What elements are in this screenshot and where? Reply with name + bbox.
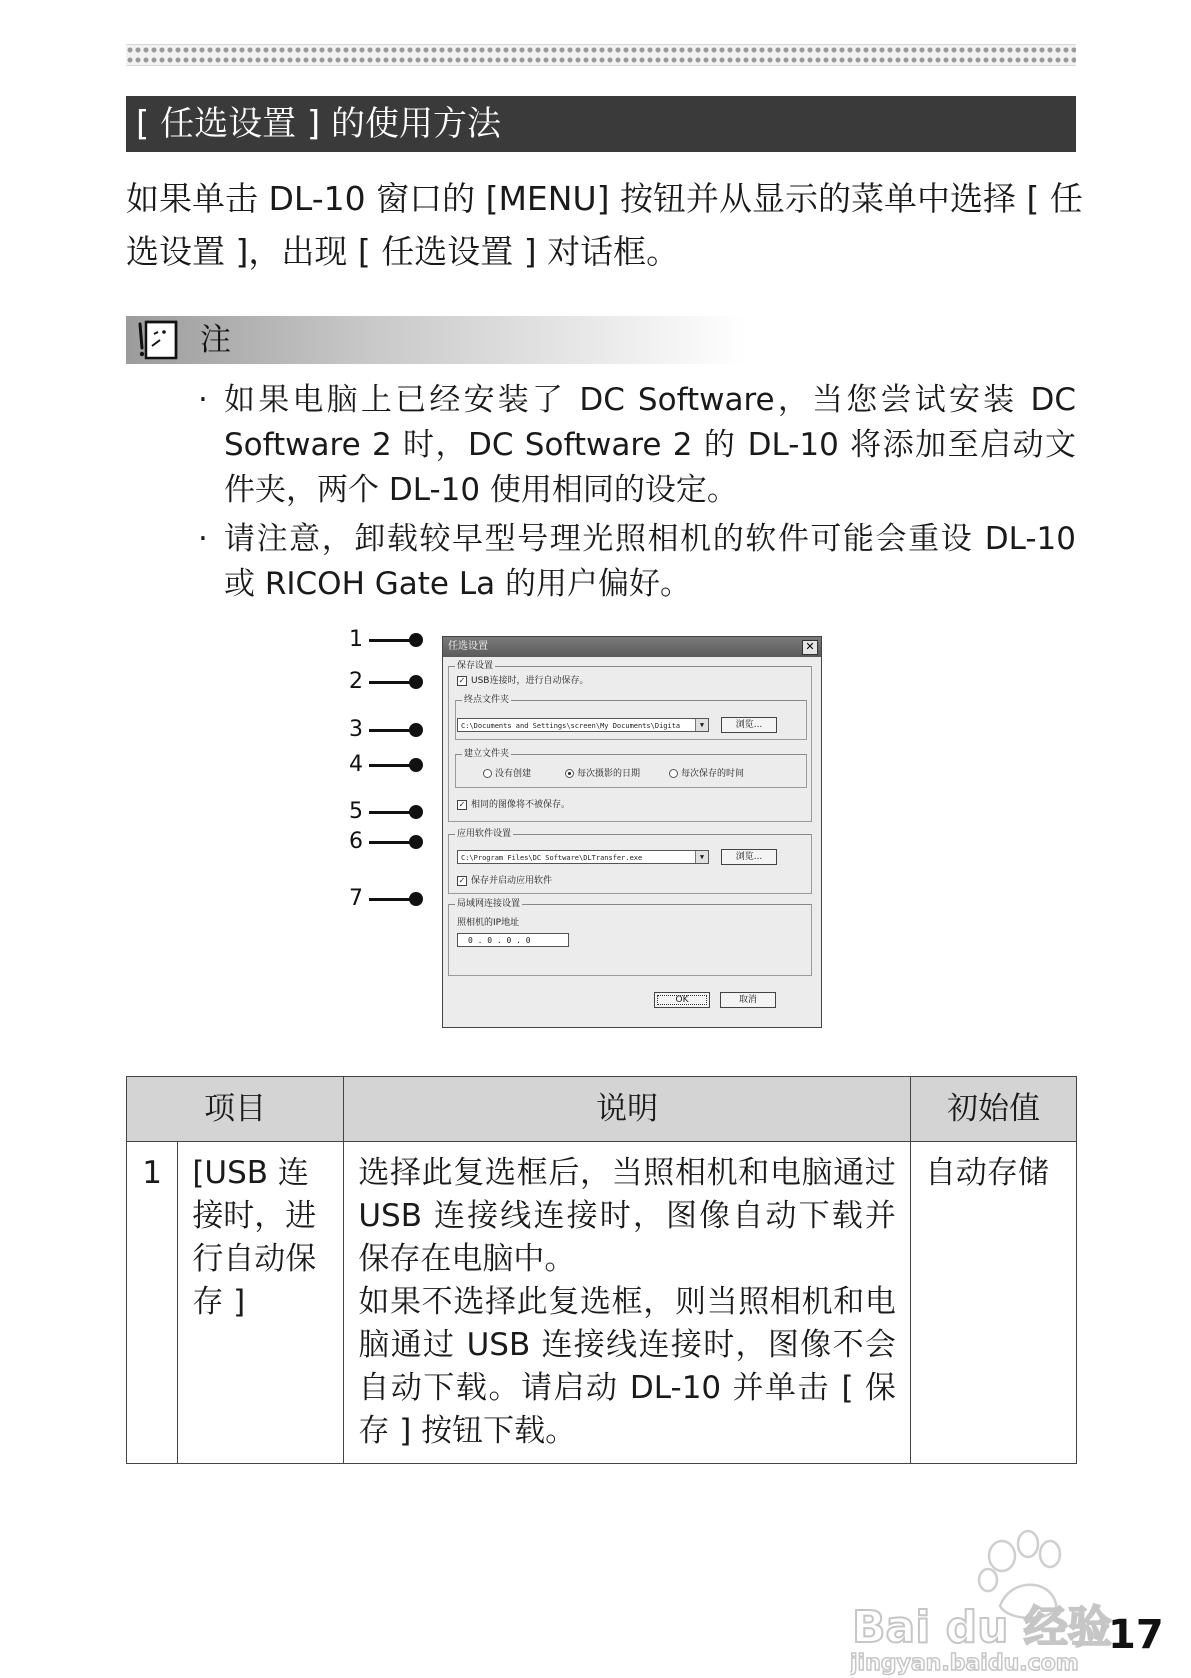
callout-number: 1 <box>349 627 363 652</box>
usb-auto-save-checkbox[interactable] <box>457 675 588 687</box>
create-folder-label: 建立文件夹 <box>464 749 510 759</box>
callout-4 <box>349 752 451 778</box>
row-description <box>344 1142 911 1464</box>
radio-shoot-date[interactable] <box>565 768 640 780</box>
options-dialog <box>442 636 822 1028</box>
baidu-watermark <box>850 1508 1120 1678</box>
destination-path-select[interactable] <box>457 718 709 732</box>
decorative-dot-band <box>126 44 1076 66</box>
dialog-title: 任选设置 <box>443 637 821 657</box>
bullet-icon: · <box>198 521 208 557</box>
checkbox-checked-icon: ✓ <box>458 875 466 885</box>
intro-paragraph: 如果单击 DL-10 窗口的 [MENU] 按钮并从显示的菜单中选择 [ 任选设置 ]，出现 [ 任选设置 ] 对话框。 <box>126 179 1083 271</box>
note-item <box>196 517 1076 607</box>
ok-button[interactable]: OK <box>654 992 710 1008</box>
header-description: 说明 <box>344 1077 911 1142</box>
callout-5 <box>349 799 451 825</box>
callout-number: 7 <box>349 886 363 911</box>
radio-save-time-label: 每次保存的时间 <box>681 769 745 779</box>
callout-number: 5 <box>349 799 363 824</box>
app-path-value: C:\Program Files\DC Software\DLTransfer.exe <box>461 854 643 862</box>
chevron-down-icon: ▼ <box>695 851 708 863</box>
lan-settings-label: 局域网连接设置 <box>457 899 521 909</box>
checkbox-checked-icon: ✓ <box>458 799 466 809</box>
note-item-text: 如果电脑上已经安装了 DC Software，当您尝试安装 DC Software 2 时，DC Software 2 的 DL-10 将添加至启动文件夹，两个 DL-10 使用相同的设定。 <box>224 382 1076 508</box>
browse-app-button[interactable]: 浏览... <box>721 849 777 865</box>
watermark-url: jingyan.baidu.com <box>850 1651 1079 1676</box>
note-icon <box>130 316 188 364</box>
launch-app-label: 保存并启动应用软件 <box>471 876 553 886</box>
callout-number: 6 <box>349 829 363 854</box>
chevron-down-icon: ▼ <box>695 719 708 731</box>
row-number: 1 <box>127 1142 178 1464</box>
row-item: [USB 连接时，进行自动保存 ] <box>178 1142 344 1464</box>
table-row <box>127 1142 1077 1464</box>
callout-number: 3 <box>349 717 363 742</box>
radio-no-create-label: 没有创建 <box>495 769 532 779</box>
radio-off-icon <box>483 769 492 778</box>
note-header <box>126 316 746 364</box>
table-header-row <box>127 1077 1077 1142</box>
radio-no-create[interactable] <box>483 768 531 780</box>
destination-folder-label: 终点文件夹 <box>464 695 510 705</box>
dialog-figure <box>349 627 825 1031</box>
callout-6 <box>349 829 451 855</box>
checkbox-checked-icon: ✓ <box>458 675 466 685</box>
save-settings-label: 保存设置 <box>457 661 494 671</box>
usb-auto-save-label: USB连接时，进行自动保存。 <box>471 676 589 686</box>
callout-7 <box>349 886 451 912</box>
header-item: 项目 <box>127 1077 344 1142</box>
note-label: 注 <box>200 322 231 358</box>
radio-off-icon <box>669 769 678 778</box>
camera-ip-label: 照相机的IP地址 <box>457 918 520 928</box>
browse-destination-button[interactable]: 浏览... <box>721 717 777 733</box>
launch-app-checkbox[interactable] <box>457 875 552 887</box>
header-default: 初始值 <box>910 1077 1076 1142</box>
row-description-para-2: 如果不选择此复选框，则当照相机和电脑通过 USB 连接线连接时，图像不会自动下载。请启动 DL-10 并单击 [ 保存 ] 按钮下载。 <box>358 1284 896 1449</box>
callout-3 <box>349 717 451 743</box>
radio-save-time[interactable] <box>669 768 744 780</box>
app-path-select[interactable] <box>457 850 709 864</box>
row-default: 自动存储 <box>910 1142 1076 1464</box>
page-number: 17 <box>1108 1612 1164 1658</box>
destination-path-value: C:\Documents and Settings\screen\My Documents\Digita <box>461 722 681 730</box>
note-item <box>196 378 1076 513</box>
radio-shoot-date-label: 每次摄影的日期 <box>577 769 641 779</box>
camera-ip-input[interactable]: 0 . 0 . 0 . 0 <box>457 933 569 947</box>
callout-number: 4 <box>349 752 363 777</box>
close-icon[interactable]: ✕ <box>802 640 818 655</box>
radio-on-icon <box>565 769 574 778</box>
section-title: [ 任选设置 ] 的使用方法 <box>126 96 1076 152</box>
callout-number: 2 <box>349 669 363 694</box>
callout-2 <box>349 669 451 695</box>
cancel-button[interactable]: 取消 <box>720 992 776 1008</box>
row-description-para-1: 选择此复选框后，当照相机和电脑通过 USB 连接线连接时，图像自动下载并保存在电脑中。 <box>358 1155 896 1277</box>
watermark-brand: Bai du 经验 <box>852 1602 1112 1653</box>
skip-same-images-checkbox[interactable] <box>457 799 570 811</box>
skip-same-images-label: 相同的图像将不被保存。 <box>471 800 571 810</box>
note-item-text: 请注意，卸载较早型号理光照相机的软件可能会重设 DL-10 或 RICOH Gate La 的用户偏好。 <box>224 521 1076 602</box>
app-settings-label: 应用软件设置 <box>457 829 512 839</box>
settings-table <box>126 1076 1077 1464</box>
note-list <box>196 378 1076 611</box>
bullet-icon: · <box>198 382 208 418</box>
callout-1 <box>349 627 451 653</box>
